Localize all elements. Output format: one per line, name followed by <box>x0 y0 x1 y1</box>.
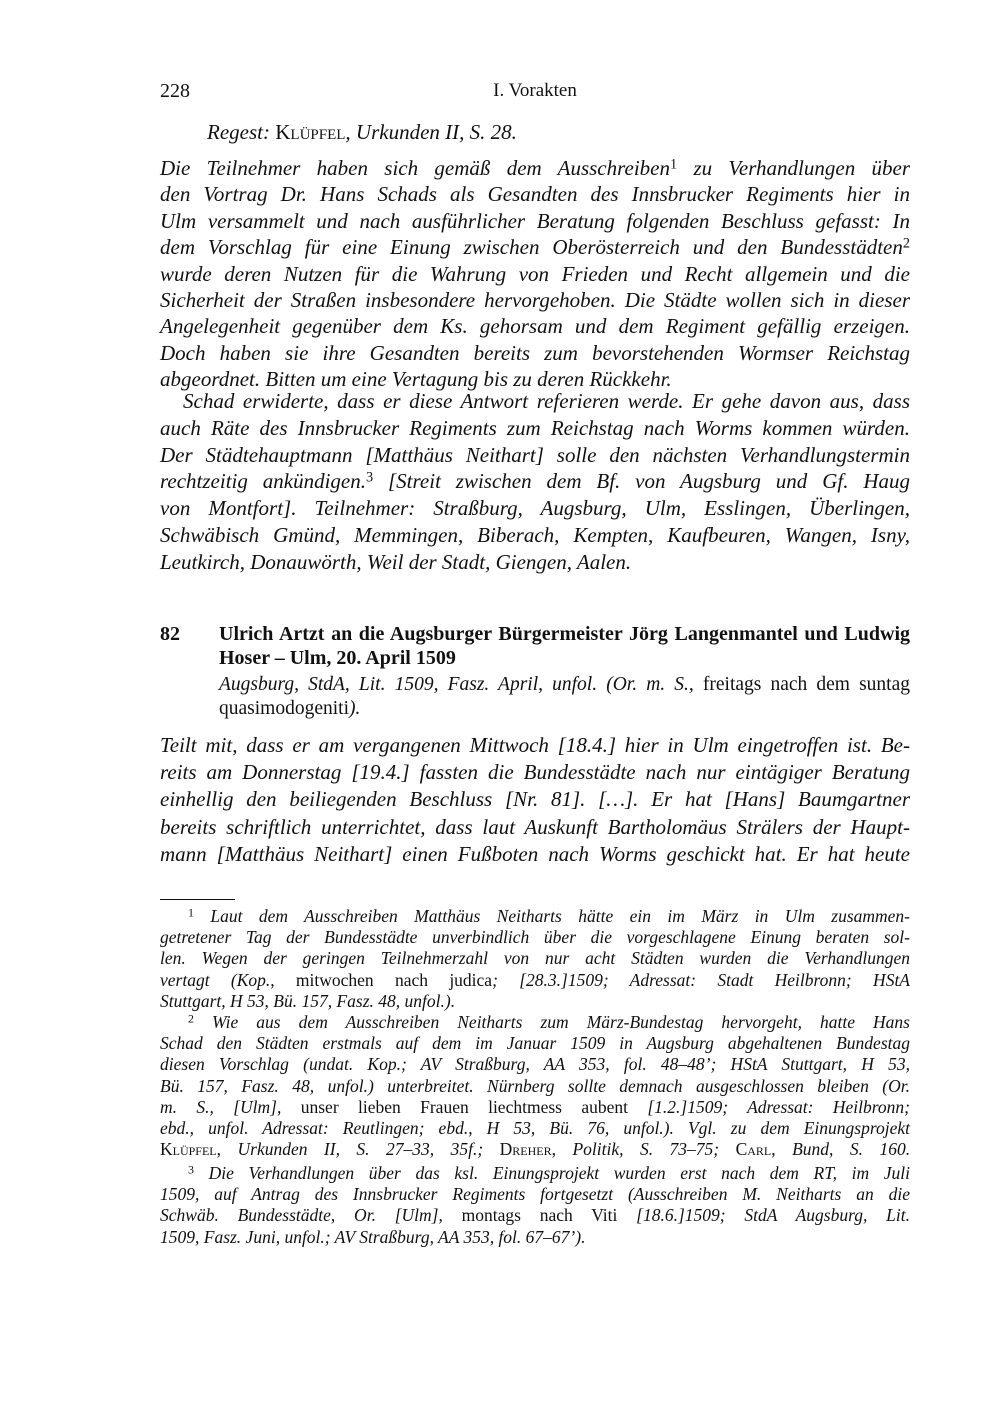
text-segment: von Montfort]. Teilnehmer: Straßburg, Augsburg, Ulm, Esslingen, Überlingen, <box>160 496 910 521</box>
text-line <box>160 522 910 549</box>
text-segment: Bund, S. 160. <box>792 1139 911 1160</box>
text-segment: Die Teilnehmer haben sich gemäß dem Ausschreiben <box>160 156 670 180</box>
document-source <box>219 673 910 721</box>
text-segment: 1509, auf Antrag des Innsbrucker Regiments fortgesetzt (Ausschreiben M. Neitharts an die <box>160 1184 910 1205</box>
text-line <box>160 1205 910 1226</box>
text-line <box>160 1139 910 1160</box>
text-line <box>160 495 910 522</box>
text-segment: Doch haben sie ihre Gesandten bereits zum bevorstehenden Wormser Reichstag <box>160 340 910 365</box>
footnote-marker: 2 <box>188 1011 194 1026</box>
text-segment: mann [Matthäus Neithart] einen Fußboten nach Worms geschickt hat. Er hat heute <box>160 841 910 866</box>
footnote-3 <box>160 1163 910 1248</box>
text-segment: Schad erwiderte, dass er diese Antwort referieren werde. Er gehe davon aus, dass <box>183 389 910 413</box>
text-line <box>160 388 910 415</box>
text-segment: unser lieben Frauen liechtmess aubent <box>281 1096 648 1117</box>
summary-paragraph-1 <box>160 155 910 393</box>
text-line <box>160 1097 910 1118</box>
text-segment: [18.6.]1509; StdA Augsburg, Lit. <box>636 1205 910 1226</box>
text-line <box>160 234 910 260</box>
text-line <box>160 155 910 181</box>
text-line <box>160 261 910 287</box>
text-line <box>160 1054 910 1075</box>
text-segment: Regest: <box>207 120 276 144</box>
text-segment: wurde deren Nutzen für die Wahrung von Frieden und Recht allgemein und die <box>160 261 910 286</box>
text-segment <box>483 1139 499 1159</box>
page-number: 228 <box>160 80 190 102</box>
text-segment: vertagt (Kop., <box>160 969 275 990</box>
text-line <box>219 697 910 721</box>
text-segment: [Streit zwischen dem Bf. von Augsburg und Gf. Haug <box>373 469 910 494</box>
footnote-marker: 3 <box>365 469 374 486</box>
text-line <box>160 287 910 313</box>
text-segment: , <box>216 1139 238 1160</box>
text-line <box>160 1118 910 1139</box>
text-segment: Carl <box>735 1139 772 1160</box>
text-segment <box>719 1139 735 1159</box>
text-segment: Laut dem Ausschreiben Matthäus Neitharts hätte ein im März in Ulm zusammen- <box>193 906 910 926</box>
text-segment: Wie aus dem Ausschreiben Neitharts zum März-Bundestag hervorgeht, hatte Hans <box>193 1012 910 1032</box>
text-segment: mitwochen nach judica <box>274 969 493 990</box>
text-line <box>160 208 910 234</box>
text-line <box>160 732 910 759</box>
text-line <box>160 313 910 339</box>
regest-line <box>207 118 517 146</box>
footnote-marker: 1 <box>670 156 678 173</box>
text-segment: rechtzeitig ankündigen. <box>160 469 366 494</box>
text-segment: einhellig den beiliegenden Beschluss [Nr. 81]. […]. Er hat [Hans] Baumgartner <box>160 787 910 812</box>
text-line <box>160 549 910 576</box>
document-number: 82 <box>160 623 180 645</box>
text-segment: Dreher <box>499 1139 552 1160</box>
text-segment: Klüpfel <box>160 1139 217 1160</box>
text-line <box>160 786 910 813</box>
text-segment: reits am Donnerstag [19.4.] fassten die Bundesstädte nach nur eintägiger Beratung <box>160 760 910 785</box>
text-segment: dem Vorschlag für eine Einung zwischen Oberösterreich und den Bundesstädten <box>160 235 903 260</box>
text-segment: quasimodogeniti <box>219 698 349 719</box>
text-segment: getretener Tag der Bundesstädte unverbindlich über die vorgeschlagene Einung beraten sol- <box>160 927 910 948</box>
text-line <box>160 1227 910 1248</box>
text-line <box>160 759 910 786</box>
text-line <box>160 948 910 969</box>
footnote-2 <box>160 1012 910 1160</box>
text-line <box>160 1184 910 1205</box>
text-segment: , <box>551 1139 573 1160</box>
footnote-divider <box>160 899 235 900</box>
text-segment: Schad den Städten erstmals auf dem im Januar 1509 in Augsburg abgehaltenen Bundestag <box>160 1033 910 1054</box>
footnote-1 <box>160 906 910 1012</box>
text-line <box>160 1012 910 1033</box>
text-line <box>160 906 910 927</box>
text-segment: ebd., unfol. Adressat: Reutlingen; ebd., H 53, Bü. 76, unfol.). Vgl. zu dem Einungsprojekt <box>160 1118 910 1139</box>
text-segment: Augsburg, StdA, Lit. 1509, Fasz. April, unfol. (Or. m. S., <box>219 674 694 695</box>
text-line <box>160 340 910 366</box>
text-line <box>207 118 517 146</box>
text-segment: m. S., [Ulm], <box>160 1096 282 1117</box>
text-segment: bereits schriftlich unterrichtet, dass laut Auskunft Bartholomäus Strälers der Haupt- <box>160 814 910 839</box>
text-segment: Klüpfel <box>275 120 346 144</box>
text-segment: Schwäbisch Gmünd, Memmingen, Biberach, Kempten, Kaufbeuren, Wangen, Isny, <box>160 522 910 547</box>
text-segment: Stuttgart, H 53, Bü. 157, Fasz. 48, unfol.). <box>160 990 456 1011</box>
summary-paragraph-3 <box>160 732 910 868</box>
text-line <box>160 991 910 1012</box>
text-line <box>219 646 910 670</box>
text-segment: Bü. 157, Fasz. 48, unfol.) unterbreitet. Nürnberg sollte demnach ausgeschlossen bleiben (Or. <box>160 1075 910 1096</box>
text-segment: Ulm versammelt und nach ausführlicher Beratung folgenden Beschluss gefasst: In <box>160 208 910 233</box>
text-line <box>219 622 910 646</box>
text-line <box>160 1163 910 1184</box>
text-segment: Schwäb. Bundesstädte, Or. [Ulm], <box>160 1205 443 1226</box>
footnote-marker: 3 <box>188 1162 194 1177</box>
text-segment: [1.2.]1509; Adressat: Heilbronn; <box>647 1096 910 1117</box>
running-title: I. Vorakten <box>493 80 577 101</box>
text-segment: ). <box>349 698 361 719</box>
text-line <box>160 1076 910 1097</box>
text-line <box>160 181 910 207</box>
text-segment: , Urkunden II, S. 28. <box>345 120 517 144</box>
text-segment: diesen Vorschlag (undat. Kop.; AV Straßburg, AA 353, fol. 48–48’; HStA Stuttgart, H 53, <box>160 1054 910 1075</box>
text-line <box>219 673 910 697</box>
text-line <box>160 970 910 991</box>
text-segment: Urkunden II, S. 27–33, 35f.; <box>237 1139 484 1160</box>
text-segment: freitags nach dem suntag <box>693 674 911 695</box>
text-segment: len. Wegen der geringen Teilnehmerzahl von nur acht Städten wurden die Verhandlungen <box>160 948 910 969</box>
footnote-marker: 2 <box>902 235 910 252</box>
text-line <box>160 927 910 948</box>
document-heading <box>219 622 910 670</box>
text-segment: Die Verhandlungen über das ksl. Einungsprojekt wurden erst nach dem RT, im Juli <box>193 1163 910 1183</box>
text-segment: auch Räte des Innsbrucker Regiments zum Reichstag nach Worms kommen würden. <box>160 415 910 440</box>
text-segment: montags nach Viti <box>442 1205 637 1226</box>
text-segment: 1509, Fasz. Juni, unfol.; AV Straßburg, AA 353, fol. 67–67’). <box>160 1226 586 1247</box>
text-line <box>160 1033 910 1054</box>
text-segment: , <box>771 1139 793 1160</box>
text-line <box>160 468 910 495</box>
footnote-marker: 1 <box>188 905 194 920</box>
text-segment: den Vortrag Dr. Hans Schads als Gesandten des Innsbrucker Regiments hier in <box>160 182 910 207</box>
text-line <box>160 841 910 868</box>
text-line <box>160 814 910 841</box>
text-segment: Ulrich Artzt an die Augsburger Bürgermeister Jörg Langenmantel und Ludwig <box>219 623 910 645</box>
text-segment: Der Städtehauptmann [Matthäus Neithart] solle den nächsten Verhandlungstermin <box>160 442 910 467</box>
text-segment: Leutkirch, Donauwörth, Weil der Stadt, Giengen, Aalen. <box>160 549 632 574</box>
text-line <box>160 442 910 469</box>
text-segment: Hoser – Ulm, 20. April 1509 <box>219 647 456 669</box>
text-segment: Sicherheit der Straßen insbesondere hervorgehoben. Die Städte wollen sich in dieser <box>160 288 910 313</box>
text-segment: abgeordnet. Bitten um eine Vertagung bis zu deren Rückkehr. <box>160 367 672 392</box>
text-segment: ; [28.3.]1509; Adressat: Stadt Heilbronn; HStA <box>492 969 910 990</box>
text-segment: Politik, S. 73–75; <box>572 1139 720 1160</box>
text-line <box>160 415 910 442</box>
text-segment: zu Verhandlungen über <box>677 156 910 180</box>
text-segment: Angelegenheit gegenüber dem Ks. gehorsam und dem Regiment gefällig erzeigen. <box>160 314 910 339</box>
text-segment: Teilt mit, dass er am vergangenen Mittwoch [18.4.] hier in Ulm eingetroffen ist. Be- <box>160 733 910 757</box>
summary-paragraph-2 <box>160 388 910 576</box>
